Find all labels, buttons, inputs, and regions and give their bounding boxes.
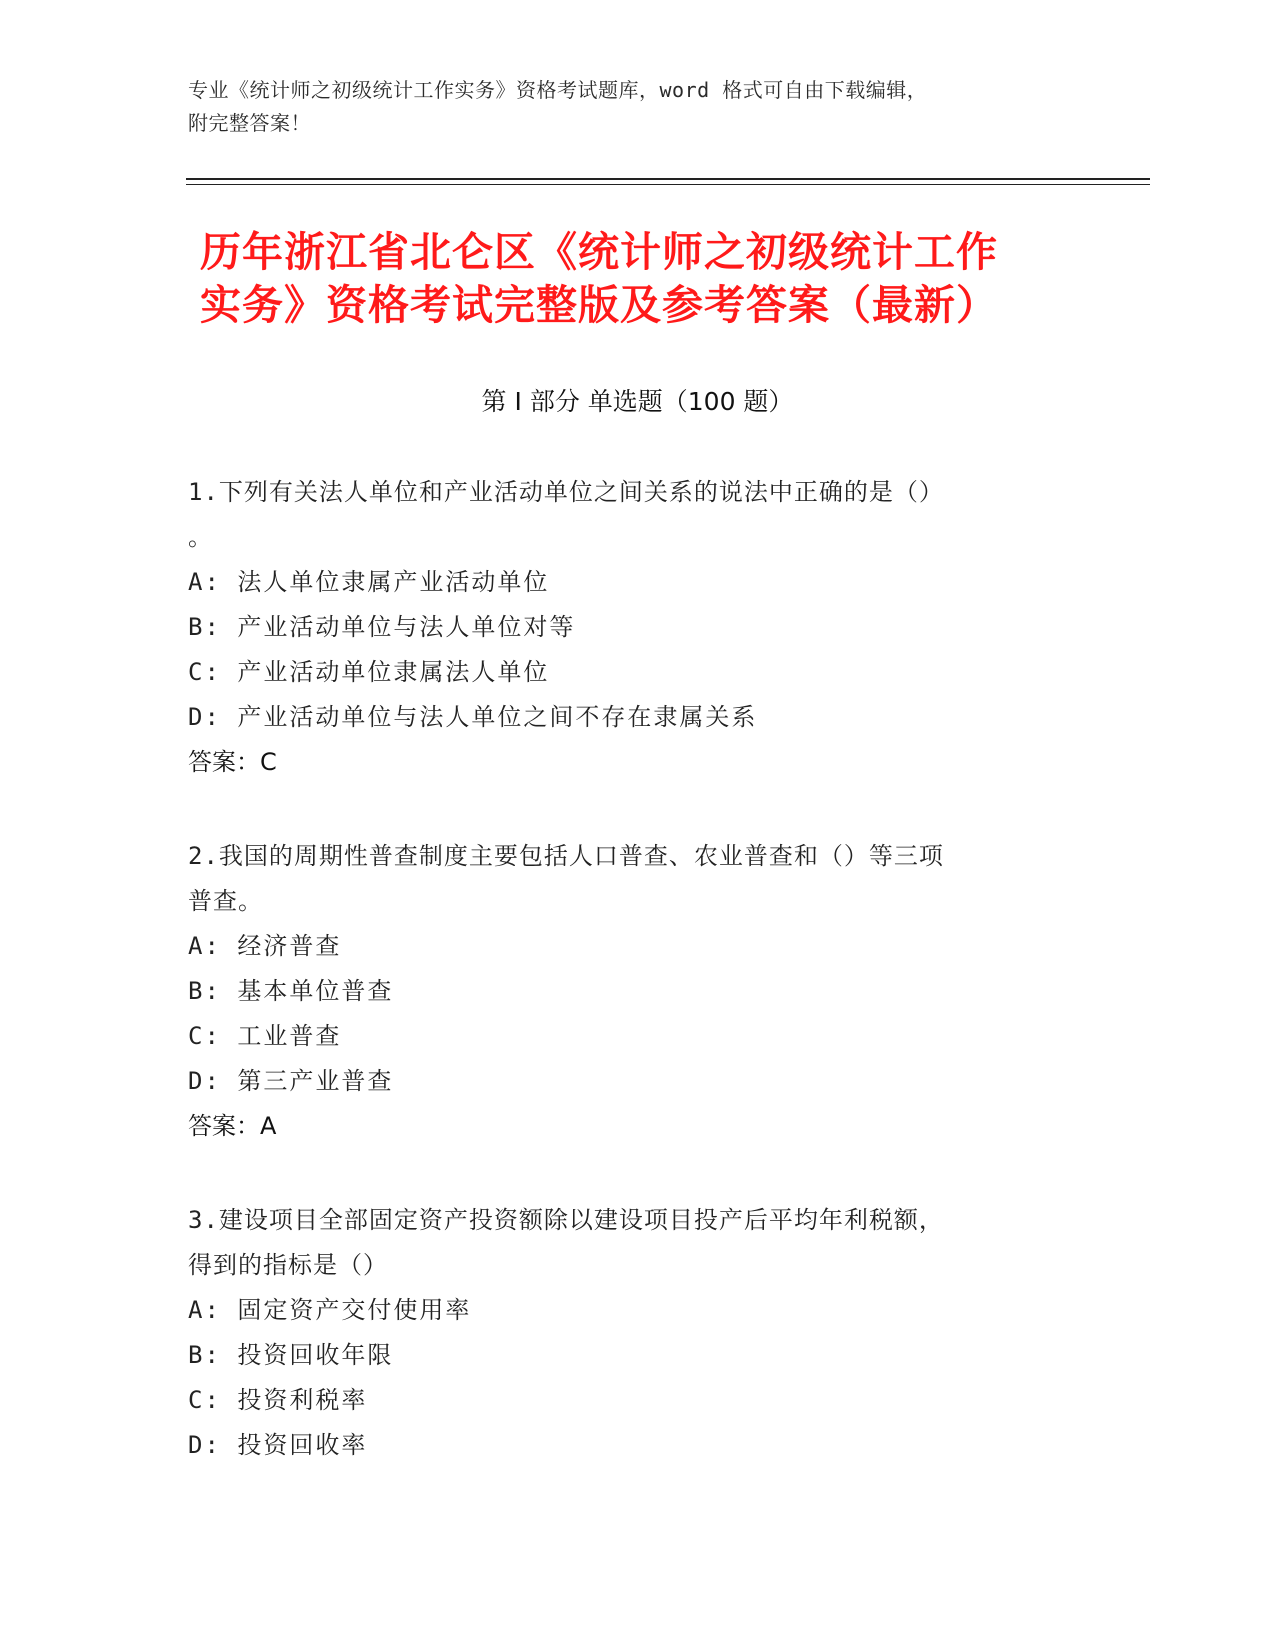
section-heading: 第 I 部分 单选题（100 题） [481,387,794,416]
document-title [200,226,1080,332]
option-b: B: 基本单位普查 [188,977,394,1005]
header-note-line-2: 附完整答案！ [188,111,311,135]
option-c: C: 工业普查 [188,1022,342,1050]
option-a: A: 固定资产交付使用率 [188,1296,472,1324]
header-note-line-1: 专业《统计师之初级统计工作实务》资格考试题库，word 格式可自由下载编辑， [188,78,928,102]
option-b: B: 投资回收年限 [188,1341,394,1369]
question-stem-line-1: 3.建设项目全部固定资产投资额除以建设项目投产后平均年利税额， [188,1206,944,1234]
option-d: D: 第三产业普查 [188,1067,394,1095]
option-c: C: 投资利税率 [188,1386,368,1414]
question-stem-line-2: 。 [188,523,213,551]
option-a: A: 法人单位隶属产业活动单位 [188,568,550,596]
document-title-line-2: 实务》资格考试完整版及参考答案（最新） [200,281,998,329]
document-title-line-1: 历年浙江省北仑区《统计师之初级统计工作 [200,228,998,276]
header-divider-thick [186,178,1150,180]
option-b: B: 产业活动单位与法人单位对等 [188,613,576,641]
option-a: A: 经济普查 [188,932,342,960]
question-stem-line-1: 1.下列有关法人单位和产业活动单位之间关系的说法中正确的是（） [188,478,944,506]
option-d: D: 投资回收率 [188,1431,368,1459]
option-c: C: 产业活动单位隶属法人单位 [188,658,550,686]
question-1 [188,470,1068,785]
question-stem-line-1: 2.我国的周期性普查制度主要包括人口普查、农业普查和（）等三项 [188,842,944,870]
option-d: D: 产业活动单位与法人单位之间不存在隶属关系 [188,703,758,731]
question-stem-line-2: 普查。 [188,887,263,915]
question-3 [188,1198,1068,1468]
question-2 [188,834,1068,1149]
question-stem-line-2: 得到的指标是（） [188,1251,388,1279]
answer: 答案：A [188,1112,277,1140]
header-note [188,74,1068,140]
answer: 答案：C [188,748,277,776]
header-divider-thin [186,184,1150,185]
